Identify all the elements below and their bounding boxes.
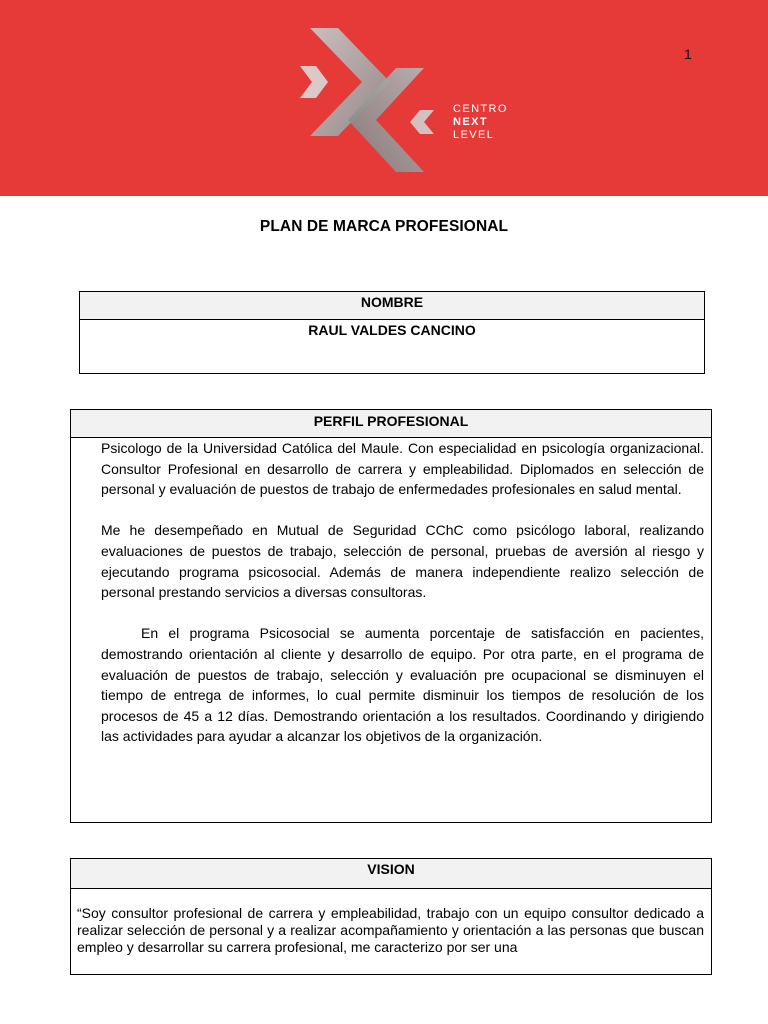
page-number: 1 xyxy=(684,46,692,62)
nombre-box xyxy=(79,291,705,374)
vision-heading: VISION xyxy=(71,859,711,889)
perfil-paragraph-2: Me he desempeñado en Mutual de Seguridad CChC como psicólogo laboral, realizando evaluaciones de puestos de trabajo, selección de personal, pruebas de aversión al riesgo y ejecutando programa psicosocial. Además de manera independiente realizo selección de personal prestando servicios a diversas consultoras. xyxy=(101,522,704,601)
perfil-heading: PERFIL PROFESIONAL xyxy=(71,410,711,438)
centro-next-level-chevrons-logo-icon xyxy=(292,24,442,174)
perfil-paragraph-3: En el programa Psicosocial se aumenta porcentaje de satisfacción en pacientes, demostrando orientación al cliente y desarrollo de equipo. Por otra parte, en el programa de evaluación de puestos de trabajo, selección y evaluación pre ocupacional se disminuyen el tiempo de entrega de informes, lo cual permite disminuir los tiempos de resolución de los procesos de 45 a 12 días. Demostrando orientación a los resultados. Coordinando y dirigiendo las actividades para ayudar a alcanzar los objetivos de la organización. xyxy=(101,625,704,745)
nombre-value: RAUL VALDES CANCINO xyxy=(308,322,476,338)
document-title: PLAN DE MARCA PROFESIONAL xyxy=(259,218,509,235)
vision-text: “Soy consultor profesional de carrera y empleabilidad, trabajo con un equipo consultor dedicado a realizar selección de personal y a realizar acompañamiento y orientación a las personas que buscan empleo y desarrollar su carrera profesional, me caracterizo por ser una xyxy=(77,905,704,955)
perfil-paragraph-1: Psicologo de la Universidad Católica del Maule. Con especialidad en psicología organizacional. Consultor Profesional en desarrollo de carrera y empleabilidad. Diplomados en selección de personal y evaluación de puestos de trabajo de enfermedades profesionales en salud mental. xyxy=(101,440,704,498)
logo-line-level: LEVEL xyxy=(453,129,495,141)
logo-line-centro: CENTRO xyxy=(453,103,508,115)
perfil-profesional-box xyxy=(70,409,712,823)
logo-wordmark xyxy=(453,103,508,142)
vision-box xyxy=(70,858,712,975)
perfil-body xyxy=(101,438,704,747)
logo-line-next: NEXT xyxy=(453,116,488,128)
nombre-heading: NOMBRE xyxy=(80,292,704,320)
